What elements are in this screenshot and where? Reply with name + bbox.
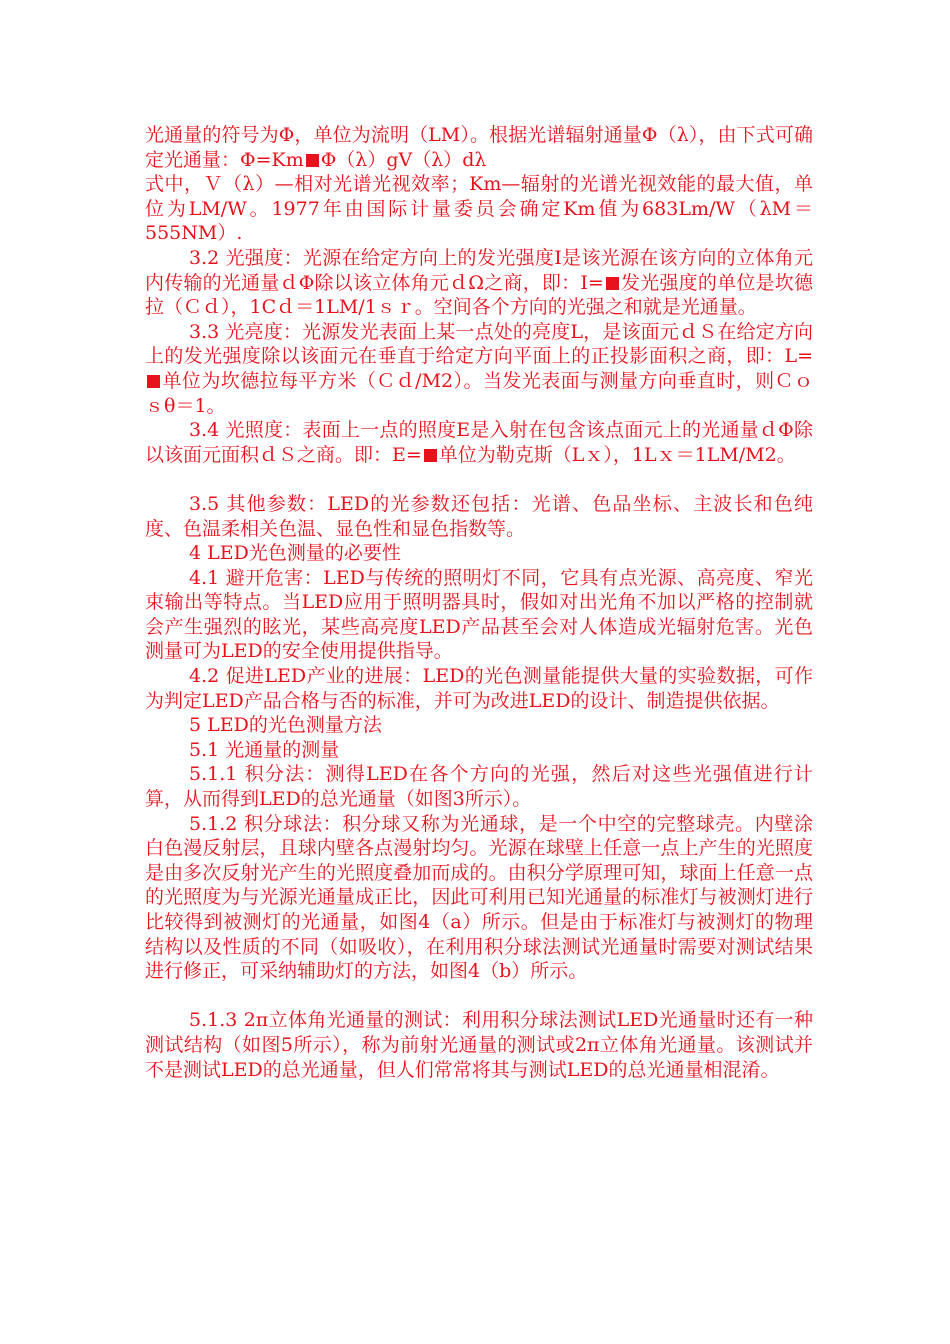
formula-placeholder-icon [306,154,319,167]
text-segment: 3.3 光亮度：光源发光表面上某一点处的亮度L，是该面元ｄＳ在给定方向上的发光强度除以该面元在垂直于给定方向平面上的正投影面积之商，即：L= [145,320,813,368]
paragraph-integrating-sphere: 5.1.2 积分球法：积分球又称为光通球，是一个中空的完整球壳。内壁涂白色漫反射层，且球内壁各点漫射均匀。光源在球壁上任意一点上产生的光照度是由多次反射光产生的光照度叠加而成的。由积分学原理可知，球面上任意一点的光照度为与光源光通量成正比，因此可利用已知光通量的标准灯与被测灯进行比较得到被测灯的光通量，如图4（a）所示。但是由于标准灯与被测灯的物理结构以及性质的不同（如吸收），在利用积分球法测试光通量时需要对测试结果进行修正，可采纳辅助灯的方法，如图4（b）所示。 [145,812,813,983]
subsection-heading: 5.1 光通量的测量 [189,738,340,761]
text-segment: 光通量的符号为Φ，单位为流明（LM）。根据光谱辐射通量Φ（λ），由下式可确定光通量：Φ=Km [145,124,813,171]
text-segment: 3.2 光强度：光源在给定方向上的发光强度I是该光源在该方向的立体角元内传输的光通量ｄΦ除以该立体角元ｄΩ之商，即：I= [145,246,813,294]
paragraph-integration-method: 5.1.1 积分法：测得LED在各个方向的光强，然后对这些光强值进行计算，从而得到LED的总光通量（如图3所示）。 [145,763,813,811]
paragraph-formula-definitions: 式中，Ｖ（λ）—相对光谱光视效率；Km—辐射的光谱光视效能的最大值，单位为LM/W。1977年由国际计量委员会确定Km值为683Lm/W（λM＝555NM）. [145,173,813,245]
section-heading: 5 LED的光色测量方法 [189,714,382,737]
paragraph-other-parameters: 3.5 其他参数：LED的光参数还包括：光谱、色品坐标、主波长和色纯度、色温柔相关色温、显色性和显色指数等。 [145,492,813,540]
paragraph-luminous-flux [145,123,813,172]
formula-placeholder-icon [606,277,619,290]
document-body [145,123,813,1082]
blank-line [145,984,813,1009]
paragraph-promote-industry: 4.2 促进LED产业的进展：LED的光色测量能提供大量的实验数据，可作为判定LED产品合格与否的标准，并可为改进LED的设计、制造提供依据。 [145,665,813,712]
formula-placeholder-icon [424,449,437,462]
text-segment: 发光强度的单位是坎德拉（Ｃｄ），1Cｄ＝1LM/1ｓｒ。空间各个方向的光强之和就是光通量。 [145,271,813,319]
paragraph-avoid-hazards: 4.1 避开危害：LED与传统的照明灯不同，它具有点光源、高亮度、窄光束输出等特点。当LED应用于照明器具时，假如对出光角不加以严格的控制就会产生强烈的眩光，某些高亮度LED产品甚至会对人体造成光辐射危害。光色测量可为LED的安全使用提供指导。 [145,566,813,663]
text-segment: Φ（λ）gV（λ）dλ [320,148,487,171]
paragraph-illuminance [145,418,813,467]
text-segment: 单位为坎德拉每平方米（Ｃｄ/M2）。当发光表面与测量方向垂直时，则Ｃｏｓθ＝1。 [145,369,813,417]
formula-placeholder-icon [147,375,160,388]
paragraph-luminous-intensity [145,246,813,320]
blank-line [145,467,813,492]
text-segment: 3.4 光照度：表面上一点的照度E是入射在包含该点面元上的光通量ｄΦ除以该面元面积ｄＳ之商。即：E= [145,419,813,466]
text-segment: 单位为勒克斯（Lｘ），1Lｘ＝1LM/M2。 [438,443,796,466]
paragraph-2pi-flux-test: 5.1.3 2π立体角光通量的测试：利用积分球法测试LED光通量时还有一种测试结构（如图5所示），称为前射光通量的测试或2π立体角光通量。该测试并不是测试LED的总光通量，但人们常常将其与测试LED的总光通量相混淆。 [145,1009,813,1081]
paragraph-luminance [145,320,813,418]
section-heading: 4 LED光色测量的必要性 [189,542,401,565]
